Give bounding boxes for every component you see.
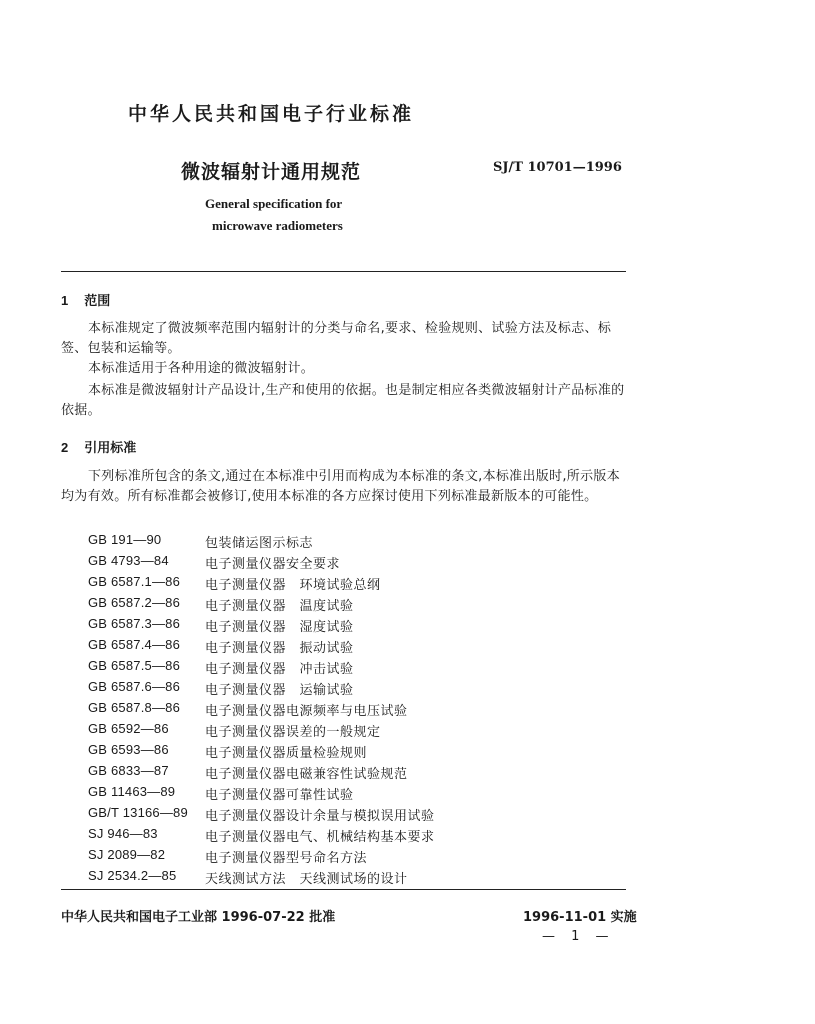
reference-title: 电子测量仪器型号命名方法 bbox=[205, 851, 368, 866]
section-1-paragraph: 本标准是微波辐射计产品设计,生产和使用的依据。也是制定相应各类微波辐射计产品标准的依据。 bbox=[61, 383, 625, 418]
reference-title: 电子测量仪器 温度试验 bbox=[205, 599, 354, 614]
approval-line: 中华人民共和国电子工业部 1996-07-22 批准 bbox=[61, 910, 336, 925]
reference-title: 电子测量仪器安全要求 bbox=[205, 557, 341, 572]
document-code: SJ/T 10701—1996 bbox=[493, 160, 622, 175]
section-2-heading bbox=[61, 437, 136, 456]
section-1-number: 1 bbox=[61, 293, 69, 308]
english-title-line-1: General specification for bbox=[205, 196, 343, 211]
reference-code: GB 6587.5—86 bbox=[88, 658, 181, 673]
reference-title: 电子测量仪器质量检验规则 bbox=[205, 746, 368, 761]
reference-title: 电子测量仪器电磁兼容性试验规范 bbox=[205, 767, 408, 782]
top-divider bbox=[61, 271, 626, 272]
reference-code: GB 6587.3—86 bbox=[88, 616, 181, 631]
reference-title: 电子测量仪器 环境试验总纲 bbox=[205, 578, 381, 593]
page-number: — 1 — bbox=[542, 929, 615, 944]
reference-code: GB 6587.8—86 bbox=[88, 700, 181, 715]
reference-code: GB 6587.1—86 bbox=[88, 574, 181, 589]
reference-code: GB 4793—84 bbox=[88, 553, 169, 568]
reference-code: SJ 946—83 bbox=[88, 826, 158, 841]
reference-title: 电子测量仪器误差的一般规定 bbox=[205, 725, 381, 740]
reference-code: GB 6592—86 bbox=[88, 721, 169, 736]
reference-title: 电子测量仪器电气、机械结构基本要求 bbox=[205, 830, 435, 845]
reference-code: GB/T 13166—89 bbox=[88, 805, 188, 820]
reference-title: 电子测量仪器 运输试验 bbox=[205, 683, 354, 698]
reference-code: GB 6587.6—86 bbox=[88, 679, 181, 694]
implementation-date: 1996-11-01 实施 bbox=[523, 910, 637, 925]
reference-title: 电子测量仪器电源频率与电压试验 bbox=[205, 704, 408, 719]
reference-code: GB 11463—89 bbox=[88, 784, 176, 799]
standard-header-title: 中华人民共和国电子行业标准 bbox=[128, 103, 415, 125]
reference-code: SJ 2089—82 bbox=[88, 847, 166, 862]
reference-code: GB 191—90 bbox=[88, 532, 162, 547]
reference-title: 电子测量仪器可靠性试验 bbox=[205, 788, 354, 803]
reference-code: GB 6587.4—86 bbox=[88, 637, 181, 652]
section-1-paragraph: 本标准规定了微波频率范围内辐射计的分类与命名,要求、检验规则、试验方法及标志、标签、包装和运输等。 bbox=[61, 321, 612, 356]
reference-code: SJ 2534.2—85 bbox=[88, 868, 177, 883]
bottom-divider bbox=[61, 889, 626, 890]
reference-title: 电子测量仪器 振动试验 bbox=[205, 641, 354, 656]
document-title: 微波辐射计通用规范 bbox=[181, 161, 362, 183]
section-1-paragraph: 本标准适用于各种用途的微波辐射计。 bbox=[88, 361, 315, 376]
reference-title: 电子测量仪器设计余量与模拟误用试验 bbox=[205, 809, 435, 824]
reference-code: GB 6587.2—86 bbox=[88, 595, 181, 610]
reference-code: GB 6593—86 bbox=[88, 742, 169, 757]
reference-title: 电子测量仪器 湿度试验 bbox=[205, 620, 354, 635]
english-title-line-2: microwave radiometers bbox=[212, 218, 343, 233]
section-1-title: 范围 bbox=[84, 294, 111, 309]
section-1-heading bbox=[61, 290, 110, 309]
section-2-number: 2 bbox=[61, 440, 69, 455]
section-2-intro: 下列标准所包含的条文,通过在本标准中引用而构成为本标准的条文,本标准出版时,所示版本均为有效。所有标准都会被修订,使用本标准的各方应探讨使用下列标准最新版本的可能性。 bbox=[61, 469, 620, 504]
reference-code: GB 6833—87 bbox=[88, 763, 169, 778]
reference-title: 天线测试方法 天线测试场的设计 bbox=[205, 872, 408, 887]
reference-title: 包装储运图示标志 bbox=[205, 536, 314, 551]
reference-title: 电子测量仪器 冲击试验 bbox=[205, 662, 354, 677]
section-2-title: 引用标准 bbox=[84, 441, 137, 456]
